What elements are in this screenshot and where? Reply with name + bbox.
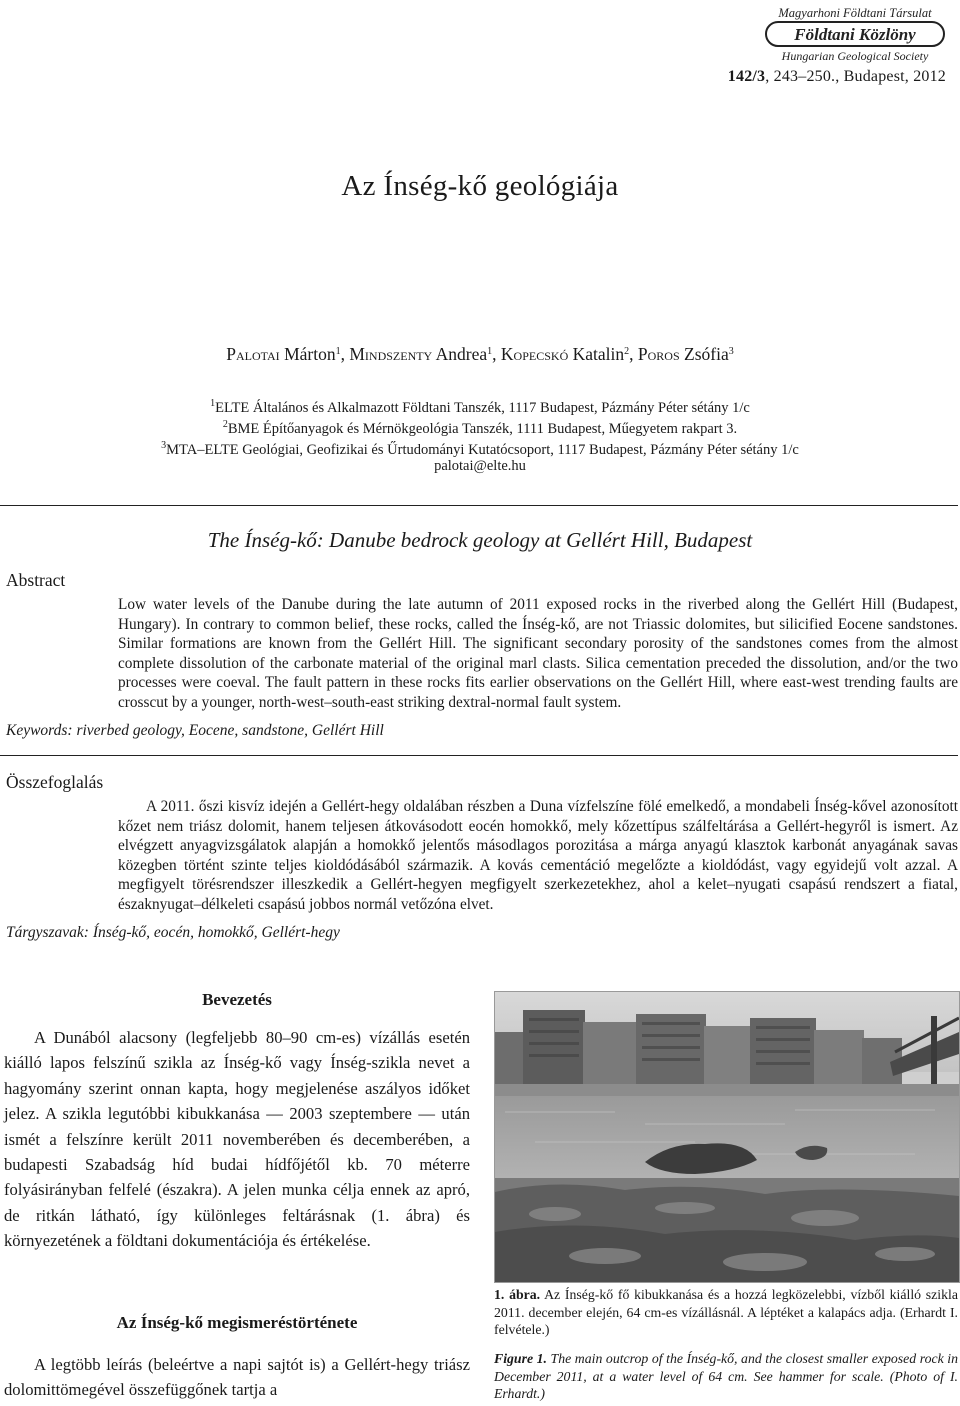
- figure-photo: [494, 991, 960, 1283]
- divider: [0, 755, 958, 756]
- logo-line3: Hungarian Geological Society: [781, 49, 929, 63]
- riverbank-photo-illustration: [495, 992, 959, 1282]
- author: Kopecskó Katalin$^2$,: [500, 344, 638, 364]
- summary-label: Összefoglalás: [6, 772, 104, 792]
- affiliation: $^1$ELTE Általános és Alkalmazott Földtani Tanszék, 1117 Budapest, Pázmány Péter sétány 1/c: [210, 398, 750, 416]
- article-title: Az Ínség-kő geológiája: [341, 170, 619, 202]
- figure-caption-en: Figure 1. The main outcrop of the Ínség-kő, and the closest smaller exposed rock in December 2011, at a water level of 64 cm. See hammer for scale. (Photo of I. Erhardt.): [494, 1351, 958, 1402]
- keywords: Keywords: riverbed geology, Eocene, sandstone, Gellért Hill: [6, 722, 384, 739]
- author-email[interactable]: palotai@elte.hu: [434, 458, 526, 474]
- heading-history: Az Ínség-kő megismeréstörténete: [116, 1313, 358, 1332]
- volume-issue: 142/3: [727, 68, 766, 85]
- author: Palotai Márton$^1$,: [226, 344, 350, 364]
- logo-line2: Földtani Közlöny: [794, 25, 916, 44]
- english-title: The Ínség-kő: Danube bedrock geology at Gellért Hill, Budapest: [207, 528, 753, 552]
- abstract-label: Abstract: [6, 570, 66, 590]
- heading-bevezetes: Bevezetés: [202, 990, 272, 1009]
- affiliation: $^2$BME Építőanyagok és Mérnökgeológia Tanszék, 1111 Budapest, Műegyetem rakpart 3.: [222, 419, 738, 437]
- targyszavak: Tárgyszavak: Ínség-kő, eocén, homokkő, Gellért-hegy: [6, 924, 340, 941]
- journal-logo: [752, 2, 958, 66]
- logo-line1: Magyarhoni Földtani Társulat: [778, 6, 932, 20]
- abstract-text: Low water levels of the Danube during the late autumn of 2011 exposed rocks in the riverbed along the Gellért Hill (Budapest, Hungary). In contrary to common belief, these rocks, called the Ínség-kő, are not Triassic dolomites, but silicified Eocene sandstones. Similar formations are known from the Gellért Hill. The significant secondary porosity of the sandstones comes from the almost complete dissolution of the carbonate material of the original marl clasts. Silica cementation preceded the dissolution, and/or the two processes were coeval. The fault pattern in these rocks fits earlier observations on the Gellért Hill, where east-west trending faults are crosscut by a younger, north-west–south-east striking dextral-normal fault system.: [118, 596, 958, 711]
- citation-pages: , 243–250., Budapest, 2012: [765, 68, 946, 85]
- logo-emblem: [752, 2, 958, 66]
- author: Mindszenty Andrea$^1$,: [349, 344, 501, 364]
- affiliation: $^3$MTA–ELTE Geológiai, Geofizikai és Űrtudományi Kutatócsoport, 1117 Budapest, Pázmány Péter sétány 1/c: [161, 440, 799, 458]
- summary-text: A 2011. őszi kisvíz idején a Gellért-hegy oldalában részben a Duna vízfelszíne fölé emelkedő, a mondabeli Ínség-kővel azonosított kőzet nem triász dolomit, hanem teljesen átkovásodott eocén homokkő, mely kőzettípus szálfeltárása a Gellért-hegyről is ismert. Az elvégzett anyagvizsgálatok alapján a homokkő jelentős másodlagos porozitása a márga anyagú klasztok karbonát anyagának savas közegben történt szinte teljes kioldódásából származik. A kovás cementáció megelőzte a kioldódást, vagy egyidejű volt azzal. A megfigyelt törésrendszer illeszkedik a Gellért-hegyen megfigyelt szerkezetekhez, ahol a kelet–nyugati csapású rendszert a fiatal, északnyugat–délkeleti csapású jobbos normál vetőzóna elvet.: [118, 798, 958, 913]
- journal-citation: [728, 68, 946, 86]
- intro-paragraph: A Dunából alacsony (legfeljebb 80–90 cm-es) vízállás esetén kiálló lapos felszínű szikla az Ínség-kő vagy Ínség-szikla nevet a hagyomány szerint onnan kapta, hogy megjelenése aszályos időket jelez. A szikla legutóbbi kibukkanása — 2003 szeptembere — után ismét a felszínre került 2011 novemberében és decemberében, a budapesti Szabadság híd budai hídfőjétől kb. 70 méterre folyásirányban felfelé (északra). A jelen munka célja ennek az apró, de ritkán látható, így különleges feltárásnak (1. ábra) és környezetének a földtani dokumentációja és értékelése.: [4, 1028, 470, 1251]
- author: Poros Zsófia$^3$: [637, 344, 734, 364]
- figure-caption-hu: 1. ábra. Az Ínség-kő fő kibukkanása és a hozzá legközelebbi, vízből kiálló szikla 2011. december elején, 64 cm-es vízállásnál. A léptéket a kalapács adja. (Erhardt I. felvétele.): [494, 1287, 958, 1338]
- author-list: [0, 344, 960, 365]
- history-paragraph: A legtöbb leírás (beleértve a napi sajtót is) a Gellért-hegy triász dolomittömegével összefüggőnek tartja a: [4, 1355, 470, 1400]
- divider: [0, 505, 958, 506]
